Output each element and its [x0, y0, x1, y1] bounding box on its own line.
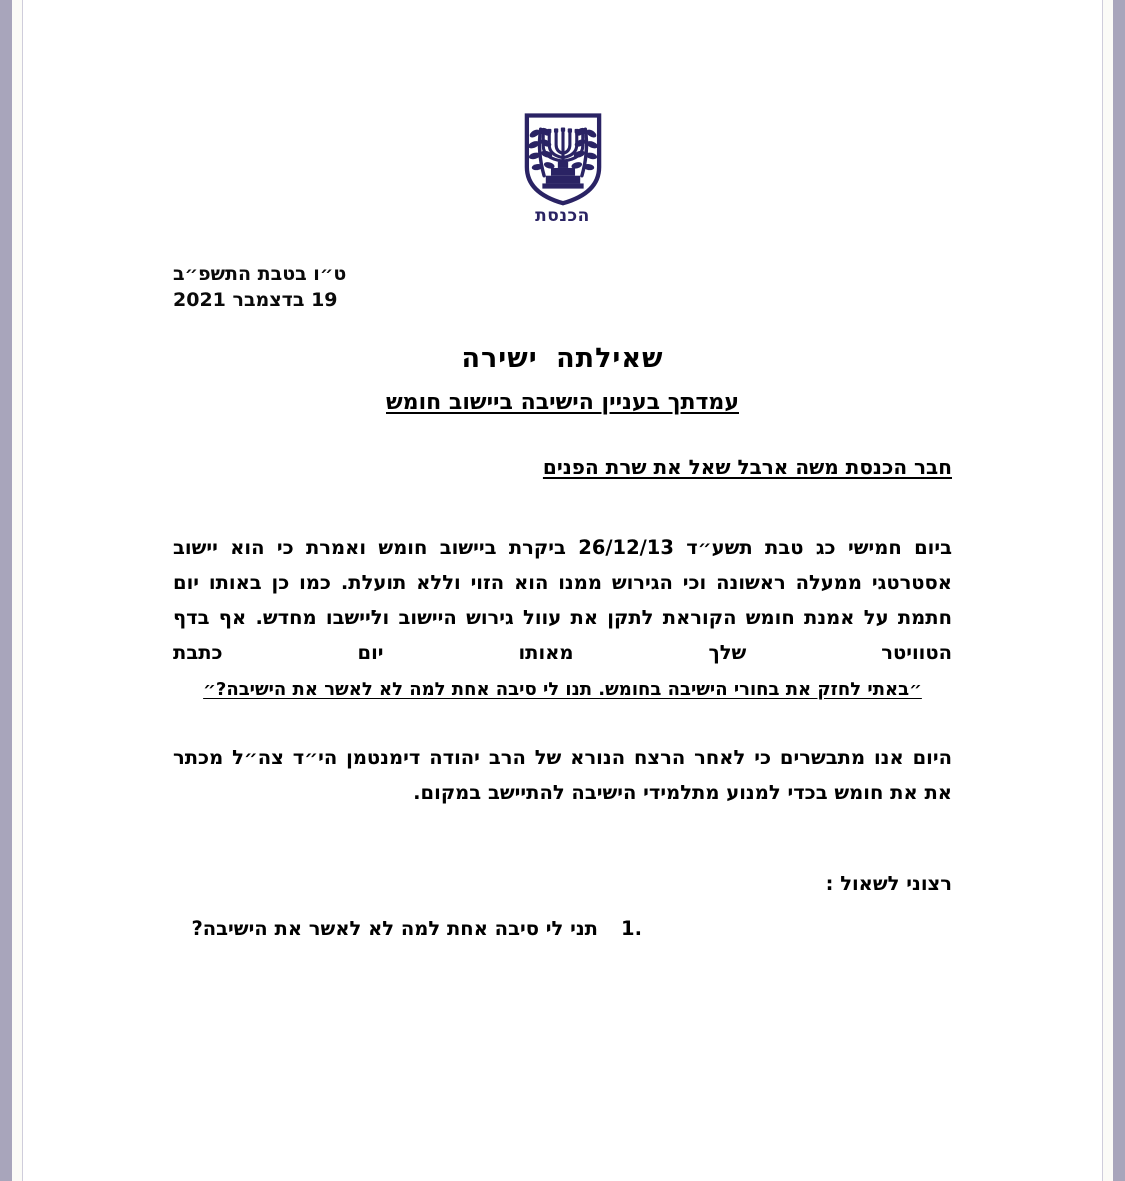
- questions-list: [173, 917, 952, 940]
- page-edge-strip-left: [0, 0, 12, 1181]
- body-quote-line: [173, 672, 952, 707]
- body-paragraph-1: [173, 531, 952, 707]
- questions-block: [173, 872, 952, 940]
- page-edge-strip-right: [1113, 0, 1125, 1181]
- document-content: [23, 0, 1102, 940]
- page-border-right: [1102, 0, 1103, 1181]
- document-page: [23, 0, 1102, 1181]
- question-item: [173, 917, 952, 940]
- page-edge-inner-left: [12, 0, 22, 1181]
- body-paragraph-2: היום אנו מתבשרים כי לאחר הרצח הנורא של הרב יהודה דימנטמן הי״ד צה״ל מכתר את את חומש בכדי למנוע מתלמידי הישיבה להתיישב במקום.: [173, 745, 952, 804]
- body-quote-text: ״באתי לחזק את בחורי הישיבה בחומש. תנו לי סיבה אחת למה לא לאשר את הישיבה?״: [203, 679, 922, 701]
- question-number: 1.: [621, 917, 642, 941]
- emblem-caption-knesset: הכנסת: [535, 206, 590, 226]
- israel-state-emblem-icon: [520, 110, 606, 207]
- document-subtitle-text: עמדתך בעניין הישיבה ביישוב חומש: [386, 390, 739, 416]
- page-edge-inner-right: [1103, 0, 1113, 1181]
- addressee-line: [173, 455, 952, 479]
- date-block: [173, 261, 952, 313]
- questions-label: רצוני לשאול :: [825, 872, 952, 896]
- date-gregorian: 19 בדצמבר 2021: [173, 289, 338, 312]
- letterhead: [173, 0, 952, 225]
- date-hebrew: ט״ו בטבת התשפ״ב: [173, 263, 347, 285]
- document-body: [173, 531, 952, 810]
- question-text: תני לי סיבה אחת למה לא לאשר את הישיבה?: [191, 917, 598, 941]
- addressee-text: חבר הכנסת משה ארבל שאל את שרת הפנים: [542, 455, 952, 480]
- body-paragraph-1-text: ביום חמישי כג טבת תשע״ד 26/12/13 ביקרת ביישוב חומש ואמרת כי הוא יישוב אסטרטגי ממעלה ראשונה וכי הגירוש ממנו הוא הזוי וללא תועלת. כמו כן באותו יום חתמת על אמנת חומש הקוראת לתקן את עוול גירוש היישוב ולייׁשבו מחדש. אף בדף הטוויטר שלך מאותו יום כתבת: [173, 536, 952, 664]
- document-subtitle: [173, 390, 952, 415]
- document-title: שאילתה ישירה: [461, 343, 664, 375]
